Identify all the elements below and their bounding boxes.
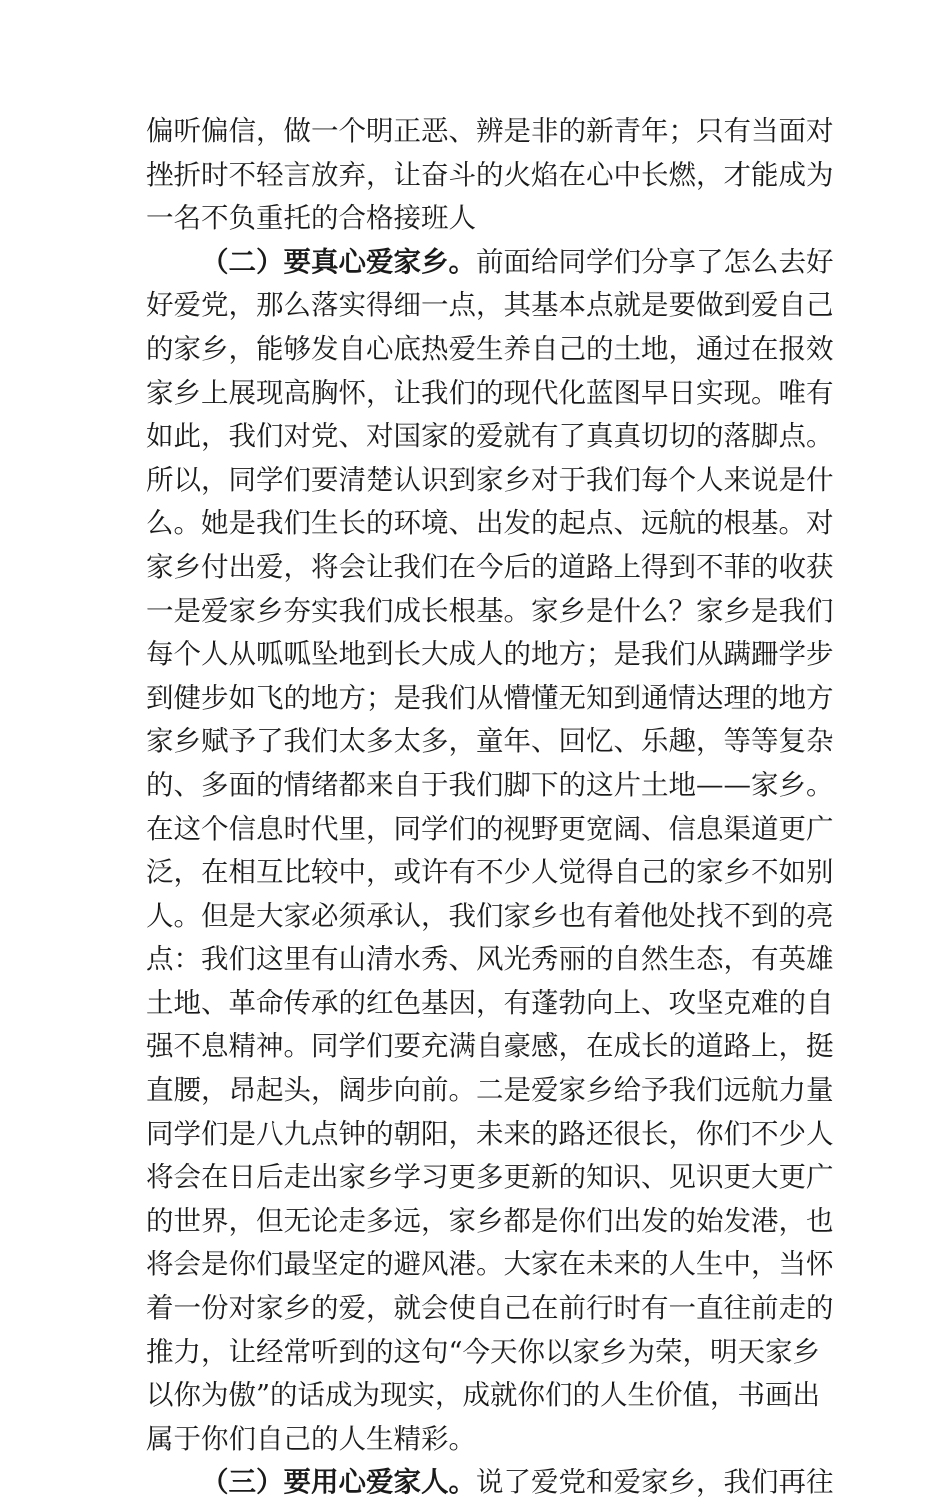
text-line: 属于你们自己的人生精彩。: [146, 1422, 476, 1455]
text-line: 将会在日后走出家乡学习更多更新的知识、见识更大更广: [146, 1161, 834, 1194]
text-line: 在这个信息时代里，同学们的视野更宽阔、信息渠道更广: [146, 812, 834, 845]
document-page: [146, 110, 834, 1505]
text-line: 如此，我们对党、对国家的爱就有了真真切切的落脚点。: [146, 420, 834, 453]
text-line: 挫折时不轻言放弃，让奋斗的火焰在心中长燃，才能成为: [146, 158, 834, 191]
section-heading-text: 前面给同学们分享了怎么去好: [476, 245, 834, 278]
text-line: 将会是你们最坚定的避风港。大家在未来的人生中，当怀: [146, 1248, 834, 1281]
section-heading: （二）要真心爱家乡。: [201, 245, 476, 278]
text-line: 的世界，但无论走多远，家乡都是你们出发的始发港，也: [146, 1204, 834, 1237]
text-line: 家乡上展现高胸怀，让我们的现代化蓝图早日实现。唯有: [146, 376, 834, 409]
text-line: 家乡赋予了我们太多太多，童年、回忆、乐趣，等等复杂: [146, 725, 834, 758]
section-heading-line: [146, 1461, 834, 1505]
section-heading-line: [146, 241, 834, 285]
text-line: 直腰，昂起头，阔步向前。二是爱家乡给予我们远航力量: [146, 1074, 834, 1107]
text-line: 么。她是我们生长的环境、出发的起点、远航的根基。对: [146, 507, 834, 540]
text-line: 所以，同学们要清楚认识到家乡对于我们每个人来说是什: [146, 463, 834, 496]
text-line: 每个人从呱呱坠地到长大成人的地方；是我们从蹒跚学步: [146, 638, 834, 671]
text-line: 一是爱家乡夯实我们成长根基。家乡是什么？家乡是我们: [146, 594, 834, 627]
text-line: 以你为傲”的话成为现实，成就你们的人生价值，书画出: [146, 1379, 821, 1412]
text-line: 强不息精神。同学们要充满自豪感，在成长的道路上，挺: [146, 1030, 834, 1063]
text-line: 一名不负重托的合格接班人: [146, 202, 476, 235]
text-line: 好爱党，那么落实得细一点，其基本点就是要做到爱自己: [146, 289, 834, 322]
text-line: 的家乡，能够发自心底热爱生养自己的土地，通过在报效: [146, 332, 834, 365]
text-line: 到健步如飞的地方；是我们从懵懂无知到通情达理的地方: [146, 681, 834, 714]
section-heading: （三）要用心爱家人。: [201, 1466, 476, 1499]
text-line: 土地、革命传承的红色基因，有蓬勃向上、攻坚克难的自: [146, 986, 834, 1019]
text-line: 同学们是八九点钟的朝阳，未来的路还很长，你们不少人: [146, 1117, 834, 1150]
text-line: 点：我们这里有山清水秀、风光秀丽的自然生态，有英雄: [146, 943, 834, 976]
text-line: 着一份对家乡的爱，就会使自己在前行时有一直往前走的: [146, 1292, 834, 1325]
text-line: 推力，让经常听到的这句“今天你以家乡为荣，明天家乡: [146, 1335, 821, 1368]
section-heading-text: 说了爱党和爱家乡，我们再往: [476, 1466, 834, 1499]
text-line: 的、多面的情绪都来自于我们脚下的这片土地——家乡。: [146, 768, 834, 801]
text-line: 泛，在相互比较中，或许有不少人觉得自己的家乡不如别: [146, 856, 834, 889]
text-line: 偏听偏信，做一个明正恶、辨是非的新青年；只有当面对: [146, 115, 834, 147]
text-line: 家乡付出爱，将会让我们在今后的道路上得到不菲的收获: [146, 550, 834, 583]
text-line: 人。但是大家必须承认，我们家乡也有着他处找不到的亮: [146, 899, 834, 932]
